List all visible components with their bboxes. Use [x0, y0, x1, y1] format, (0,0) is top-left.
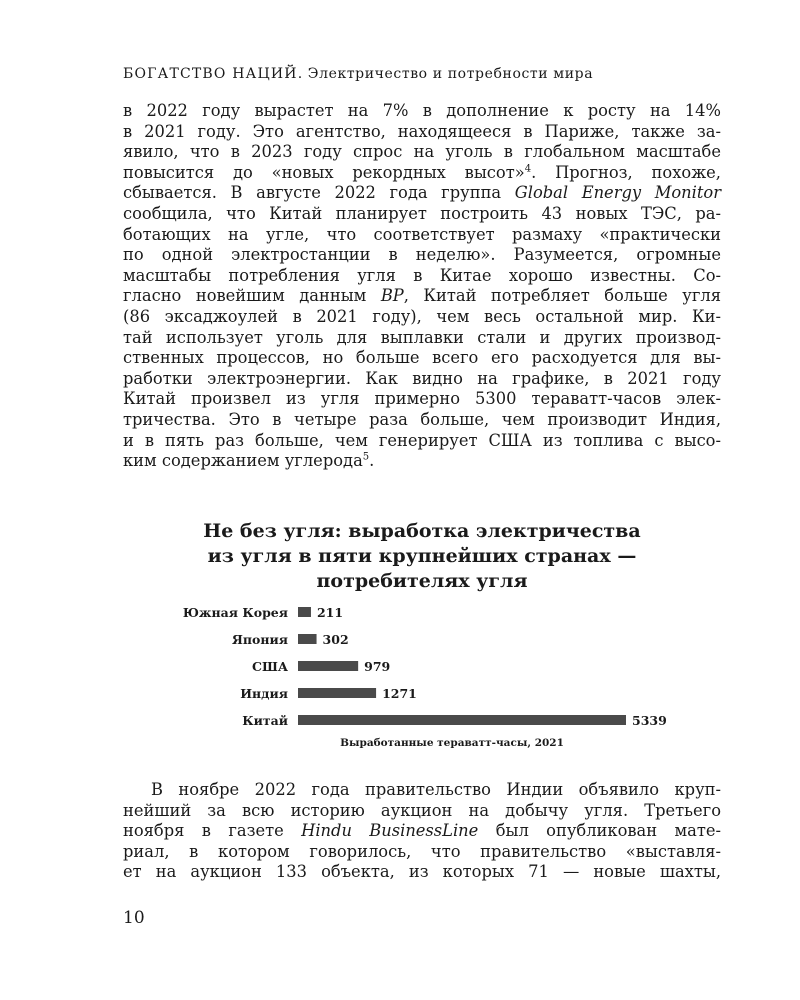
italic-newspaper-name: Hindu BusinessLine [301, 821, 479, 841]
text-line: сообщила, что Китай планирует построить 43 новых ТЭС, ра- [123, 203, 721, 223]
book-title: БОГАТСТВО НАЦИЙ [123, 66, 298, 82]
text-line: ботающих на угле, что соответствует размаху «практически [123, 224, 721, 244]
footnote-ref-4: 4 [524, 163, 532, 175]
chart-title-line: из угля в пяти крупнейших странах — [207, 545, 637, 567]
value-label: 1271 [382, 686, 417, 701]
text-line: нейший за всю историю аукцион на добычу угля. Третьего [123, 800, 721, 820]
text-line: в 2022 году вырастет на 7% в дополнение к росту на 14% [123, 101, 721, 120]
paragraph-2 [123, 780, 721, 883]
text-line: в 2021 году. Это агентство, находящееся в Париже, также за- [123, 121, 721, 141]
text-line: явило, что в 2023 году спрос на уголь в глобальном масштабе [123, 142, 721, 162]
text-line: ет на аукцион 133 объекта, из которых 71 — новые шахты, [123, 862, 721, 882]
bar [298, 715, 626, 725]
x-axis-label: Выработанные тераватт-часы, 2021 [340, 737, 564, 749]
category-label: Индия [240, 686, 288, 701]
text-line: Китай произвел из угля примерно 5300 тераватт-часов элек- [123, 389, 721, 409]
footnote-ref-5: 5 [362, 451, 370, 463]
bar [298, 607, 311, 617]
paragraph-1 [123, 101, 721, 472]
coal-generation-bar-chart [150, 603, 667, 763]
value-label: 211 [316, 605, 344, 620]
category-label: Япония [231, 632, 288, 647]
chart-title-line: Не без угля: выработка электричества [203, 520, 641, 542]
category-label: Южная Корея [182, 605, 288, 620]
text-line: (86 эксаджоулей в 2021 году), чем весь остальной мир. Ки- [123, 306, 721, 326]
text-line: и в пять раз больше, чем генерирует США из топлива с высо- [123, 430, 721, 450]
text-line: тричества. Это в четыре раза больше, чем производит Индия, [123, 409, 721, 429]
chapter-title: Электричество и потребности мира [307, 66, 594, 82]
italic-org-name: Global Energy Monitor [514, 183, 721, 203]
text-line: ноября в газете Hindu BusinessLine был опубликован мате- [123, 821, 721, 841]
text-line: тай использует уголь для выплавки стали и других производ- [123, 327, 721, 347]
italic-company-name: BP [380, 286, 404, 306]
running-head [123, 66, 683, 82]
category-label: Китай [242, 713, 288, 728]
running-head-separator: . [297, 66, 303, 82]
bar [298, 634, 317, 644]
chart-title [123, 519, 721, 594]
value-label: 979 [364, 659, 391, 674]
text-line: работки электроэнергии. Как видно на графике, в 2021 году [123, 368, 721, 388]
text-line: ким содержанием углерода$^5$. [123, 451, 375, 471]
bar [298, 661, 358, 671]
text-line: сбывается. В августе 2022 года группа Global Energy Monitor [123, 183, 721, 203]
text-line: гласно новейшим данным BP, Китай потребляет больше угля [123, 286, 721, 306]
text-line: ственных процессов, но больше всего его расходуется для вы- [123, 348, 721, 368]
bar [298, 688, 376, 698]
category-label: США [252, 659, 288, 674]
text-line: масштабы потребления угля в Китае хорошо известны. Со- [123, 265, 721, 285]
text-line: риал, в котором говорилось, что правительство «выставля- [123, 841, 721, 861]
value-label: 302 [322, 632, 349, 647]
text-line: повысится до «новых рекордных высот»$^4$. Прогноз, похоже, [123, 162, 721, 182]
page-number: 10 [123, 908, 145, 928]
text-line: по одной электростанции в неделю». Разумеется, огромные [123, 245, 721, 265]
chart-title-line: потребителях угля [316, 570, 528, 592]
text-line: В ноябре 2022 года правительство Индии объявило круп- [151, 780, 721, 799]
value-label: 5339 [632, 713, 667, 728]
